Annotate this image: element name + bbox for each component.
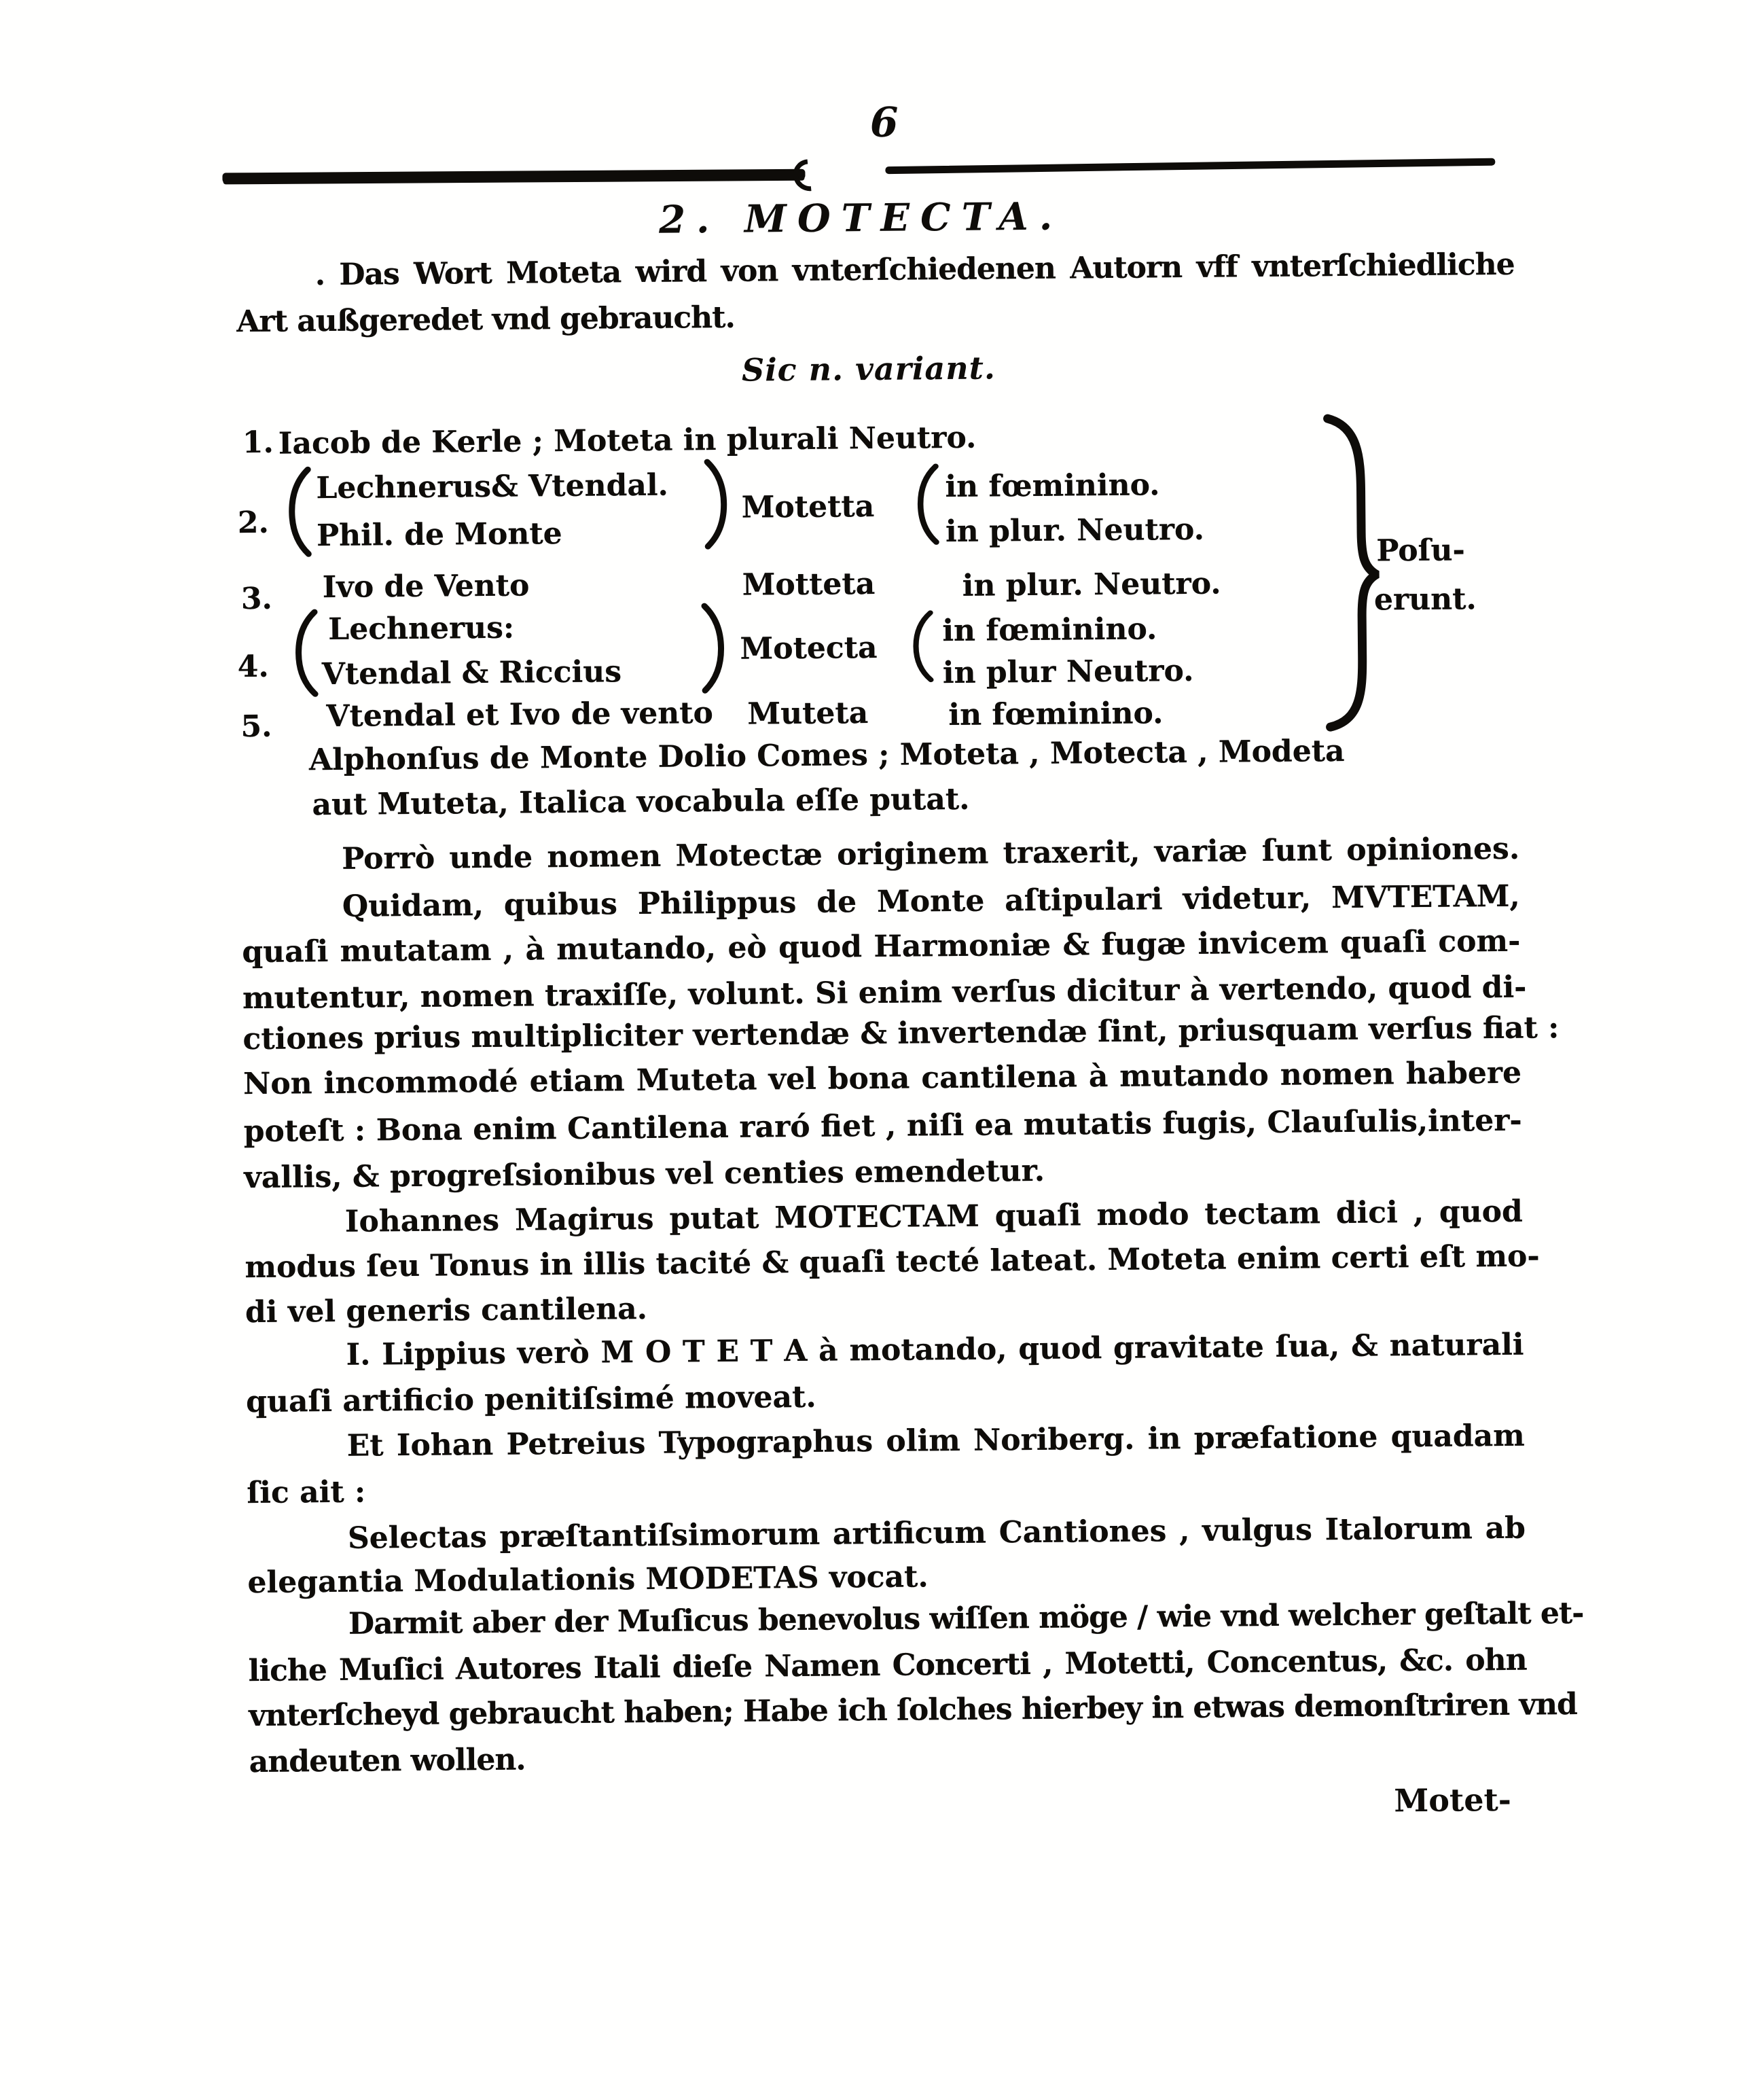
- row4-forms-open-brace: [909, 609, 935, 683]
- alphonsus-note-line-2: aut Muteta, Italica vocabula eſſe putat.: [312, 781, 970, 823]
- section-heading: 2. MOTECTA.: [658, 194, 1064, 243]
- lippius-line-1: I. Lippius verò M O T E T A à motando, quod gravitate ſua, & naturali: [346, 1327, 1524, 1372]
- darmit-line-3: vnterſcheyd gebraucht haben; Habe ich ſolches hierbey in etwas demonſtriren vnd: [248, 1687, 1578, 1734]
- subheading-sic-variant: Sic n. variant.: [741, 349, 996, 389]
- row2-names-open-brace: [285, 465, 312, 558]
- row5-name-1: Vtendal et Ivo de vento: [326, 696, 714, 734]
- porro-line-1: Porrò unde nomen Motectæ originem traxerit, variæ ſunt opiniones.: [341, 831, 1520, 876]
- quidam-line-3: mutentur, nomen traxiſſe, volunt. Si enim verſus dicitur à vertendo, quod di-: [242, 969, 1527, 1016]
- intro-line-2: Art außgeredet vnd gebraucht.: [236, 300, 736, 340]
- magirus-line-2: modus ſeu Tonus in illis tacité & quaſi tecté lateat. Moteta enim certi eſt mo-: [245, 1239, 1540, 1285]
- petreius-line-2: ſic ait :: [247, 1474, 366, 1511]
- selectas-line-1: Selectas præſtantiſsimorum artificum Cantiones , vulgus Italorum ab: [347, 1510, 1526, 1556]
- row2-form-2: in plur. Neutro.: [945, 512, 1205, 550]
- row2-name-2: Phil. de Monte: [316, 516, 562, 554]
- row2-word: Motetta: [741, 488, 875, 525]
- row3-name-1: Ivo de Vento: [322, 568, 530, 605]
- row4-form-2: in plur Neutro.: [942, 653, 1194, 691]
- row2-form-1: in fœminino.: [945, 467, 1160, 505]
- header-rule-flourish: [787, 153, 831, 198]
- darmit-line-1: Darmit aber der Muſicus benevolus wiſſen möge / wie vnd welcher geſtalt et-: [348, 1595, 1584, 1641]
- alphonsus-note-line-1: Alphonſus de Monte Dolio Comes ; Moteta , Motecta , Modeta: [308, 733, 1345, 778]
- row3-number: 3.: [240, 581, 273, 617]
- row1-number: 1.: [242, 425, 274, 461]
- quidam-line-6: poteſt : Bona enim Cantilena raró fiet , niſi ea mutatis fugis, Clauſulis,inter-: [243, 1103, 1522, 1150]
- row4-name-1: Lechnerus:: [328, 610, 515, 647]
- row4-name-2: Vtendal & Riccius: [321, 654, 622, 692]
- quidam-line-4: ctiones prius multipliciter vertendæ & invertendæ ſint, priusquam verſus fiat :: [242, 1010, 1560, 1057]
- quidam-line-2: quaſi mutatam , à mutando, eò quod Harmoniæ & fugæ invicem quaſi com-: [242, 923, 1521, 970]
- posuerunt-brace: [1317, 412, 1381, 732]
- quidam-line-7: vallis, & progreſsionibus vel centies emendetur.: [244, 1153, 1045, 1196]
- row5-form-1: in fœminino.: [948, 696, 1164, 733]
- row3-word: Motteta: [742, 566, 876, 603]
- row5-word: Muteta: [747, 696, 869, 732]
- posuerunt-line-2: erunt.: [1373, 582, 1477, 618]
- posuerunt-line-1: Poſu-: [1376, 533, 1465, 569]
- row4-number: 4.: [237, 649, 269, 685]
- page-number: 6: [869, 99, 899, 147]
- header-rule-right: [885, 158, 1495, 175]
- intro-line-1: . Das Wort Moteta wird von vnterſchiedenen Autorn vff vnterſchiedliche: [314, 247, 1515, 293]
- magirus-line-3: di vel generis cantilena.: [245, 1291, 648, 1330]
- row2-name-1: Lechnerus& Vtendal.: [316, 467, 669, 506]
- row3-form-1: in plur. Neutro.: [962, 566, 1221, 603]
- darmit-line-4: andeuten wollen.: [249, 1742, 526, 1780]
- row5-number: 5.: [240, 709, 272, 745]
- row1-text: Iacob de Kerle ; Moteta in plurali Neutro.: [278, 420, 977, 461]
- quidam-line-5: Non incommodé etiam Muteta vel bona cantilena à mutando nomen habere: [242, 1055, 1522, 1102]
- row4-names-close-brace: [700, 602, 728, 694]
- selectas-line-2: elegantia Modulationis MODETAS vocat.: [247, 1559, 929, 1601]
- row4-names-open-brace: [291, 608, 319, 698]
- darmit-line-2: liche Muſici Autores Itali dieſe Namen Concerti , Motetti, Concentus, &c. ohn: [248, 1642, 1527, 1689]
- row4-form-1: in fœminino.: [942, 611, 1157, 649]
- petreius-line-1: Et Iohan Petreius Typographus olim Noriberg. in præfatione quadam: [346, 1418, 1525, 1463]
- row2-number: 2.: [237, 505, 270, 541]
- magirus-line-1: Iohannes Magirus putat MOTECTAM quaſi modo tectam dici , quod: [344, 1194, 1524, 1239]
- quidam-line-1: Quidam, quibus Philippus de Monte aſtipulari videtur, MVTETAM,: [342, 878, 1520, 924]
- lippius-line-2: quaſi artificio penitiſsimé moveat.: [245, 1379, 816, 1420]
- row4-word: Motecta: [740, 630, 878, 666]
- catchword: Motet-: [1394, 1781, 1512, 1819]
- row2-names-close-brace: [703, 458, 731, 550]
- header-rule-left: [222, 169, 805, 183]
- row2-forms-open-brace: [914, 463, 940, 546]
